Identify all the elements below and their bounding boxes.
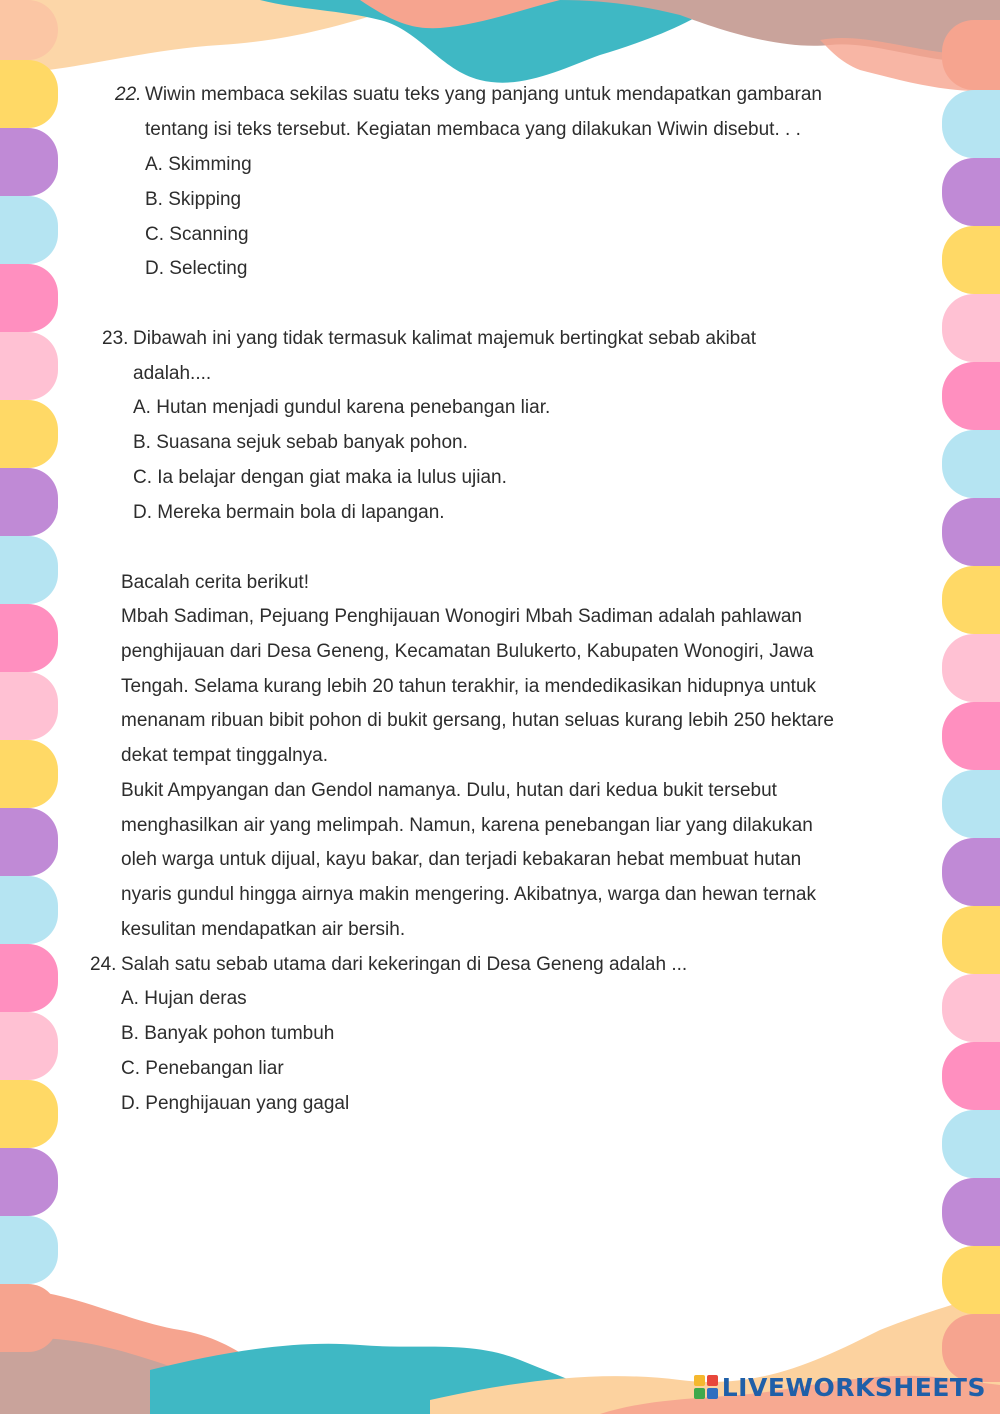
question-number: 22. — [115, 84, 142, 105]
option-a[interactable]: A. Hutan menjadi gundul karena penebangan liar. — [133, 397, 551, 418]
passage-line: menghasilkan air yang melimpah. Namun, karena penebangan liar yang dilakukan — [121, 815, 813, 836]
brand-name: LIVEWORKSHEETS — [721, 1372, 986, 1402]
passage-line: dekat tempat tinggalnya. — [121, 745, 329, 766]
passage-line: kesulitan mendapatkan air bersih. — [121, 919, 406, 940]
option-d[interactable]: D. Selecting — [145, 258, 248, 279]
option-b[interactable]: B. Skipping — [145, 189, 242, 210]
liveworksheets-mark-icon — [694, 1375, 718, 1399]
passage-line: Tengah. Selama kurang lebih 20 tahun terakhir, ia mendedikasikan hidupnya untuk — [121, 676, 817, 697]
option-a[interactable]: A. Hujan deras — [121, 988, 247, 1009]
reading-instruction: Bacalah cerita berikut! — [121, 572, 309, 593]
option-a[interactable]: A. Skimming — [145, 154, 252, 175]
question-stem-line: adalah.... — [133, 363, 212, 384]
option-b[interactable]: B. Suasana sejuk sebab banyak pohon. — [133, 432, 468, 453]
option-d[interactable]: D. Mereka bermain bola di lapangan. — [133, 502, 445, 523]
option-d[interactable]: D. Penghijauan yang gagal — [121, 1093, 350, 1114]
liveworksheets-logo[interactable] — [694, 1372, 986, 1402]
question-stem-line: Dibawah ini yang tidak termasuk kalimat majemuk bertingkat sebab akibat — [133, 328, 757, 349]
passage-line: Mbah Sadiman, Pejuang Penghijauan Wonogiri Mbah Sadiman adalah pahlawan — [121, 606, 802, 627]
passage-line: nyaris gundul hingga airnya makin mengering. Akibatnya, warga dan hewan ternak — [121, 884, 816, 905]
option-c[interactable]: C. Ia belajar dengan giat maka ia lulus ujian. — [133, 467, 507, 488]
question-stem-line: tentang isi teks tersebut. Kegiatan membaca yang dilakukan Wiwin disebut. . . — [145, 119, 801, 140]
question-number: 23. — [102, 328, 129, 349]
option-c[interactable]: C. Penebangan liar — [121, 1058, 284, 1079]
passage-line: oleh warga untuk dijual, kayu bakar, dan terjadi kebakaran hebat membuat hutan — [121, 849, 802, 870]
question-stem-line: Salah satu sebab utama dari kekeringan di Desa Geneng adalah ... — [121, 954, 688, 975]
passage-line: menanam ribuan bibit pohon di bukit gersang, hutan seluas kurang lebih 250 hektare — [121, 710, 834, 731]
option-b[interactable]: B. Banyak pohon tumbuh — [121, 1023, 335, 1044]
passage-line: penghijauan dari Desa Geneng, Kecamatan Bulukerto, Kabupaten Wonogiri, Jawa — [121, 641, 814, 662]
passage-line: Bukit Ampyangan dan Gendol namanya. Dulu, hutan dari kedua bukit tersebut — [121, 780, 777, 801]
question-stem-line: Wiwin membaca sekilas suatu teks yang panjang untuk mendapatkan gambaran — [145, 84, 822, 105]
question-number: 24. — [90, 954, 117, 975]
option-c[interactable]: C. Scanning — [145, 224, 249, 245]
